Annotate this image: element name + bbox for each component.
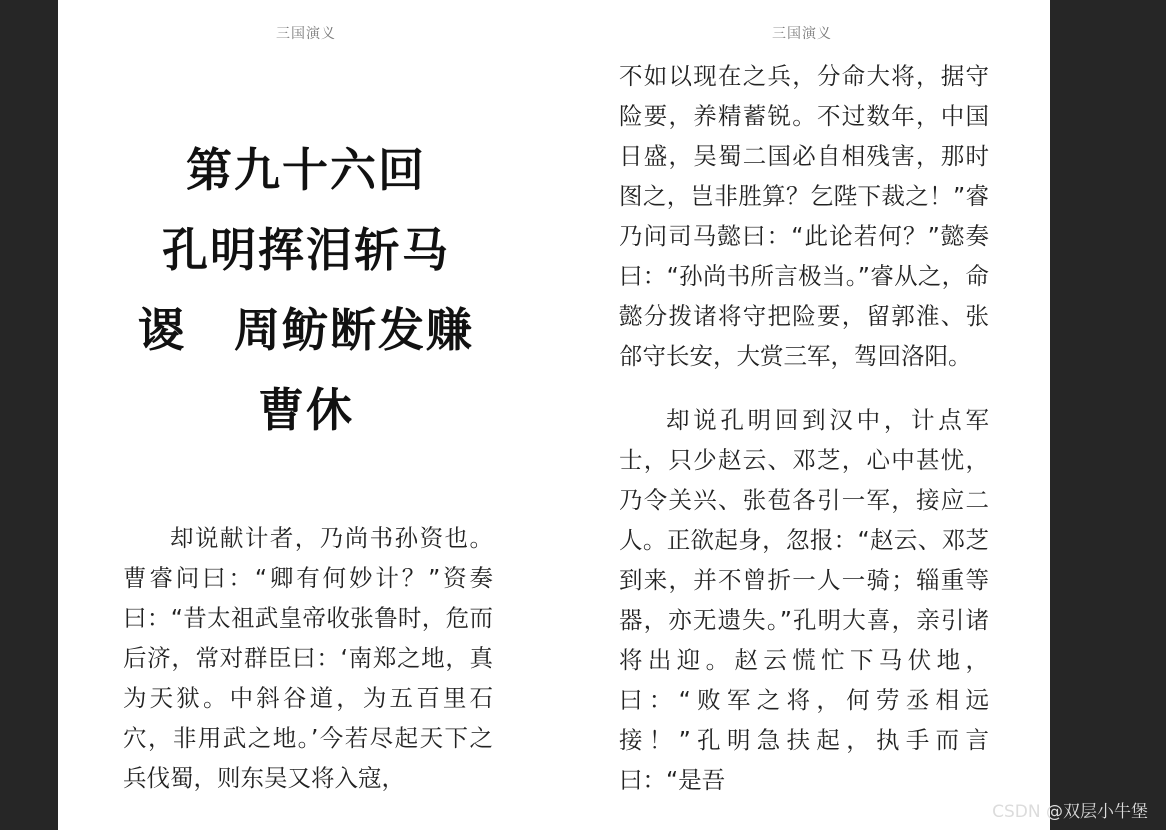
right-page[interactable] — [554, 0, 1050, 830]
book-title-header: 三国演义 — [772, 26, 832, 42]
chapter-title-line: 孔明挥泪斩马 — [162, 223, 450, 277]
left-page-body — [123, 518, 493, 798]
left-page[interactable] — [58, 0, 554, 830]
right-page-body — [619, 56, 989, 800]
chapter-title-line: 曹休 — [258, 383, 354, 437]
book-title-header: 三国演义 — [276, 26, 336, 42]
paragraph: 却说孔明回到汉中，计点军士，只少赵云、邓芝，心中甚忧，乃令关兴、张苞各引一军，接应二人。正欲起身，忽报：“赵云、邓芝到来，并不曾折一人一骑；辎重等器，亦无遗失。”孔明大喜，亲引诸将出迎。赵云慌忙下马伏地，曰：“败军之将，何劳丞相远接！”孔明急扶起，执手而言曰：“是吾 — [619, 406, 989, 794]
paragraph: 却说献计者，乃尚书孙资也。曹睿问曰：“卿有何妙计？”资奏曰：“昔太祖武皇帝收张鲁时，危而后济，常对群臣曰：‘南郑之地，真为天狱。中斜谷道，为五百里石穴，非用武之地。’今若尽起天下之兵伐蜀，则东吴又将入寇， — [123, 524, 493, 792]
paragraph: 不如以现在之兵，分命大将，据守险要，养精蓄锐。不过数年，中国日盛，吴蜀二国必自相残害，那时图之，岂非胜算？乞陛下裁之！”睿乃问司马懿曰：“此论若何？”懿奏曰：“孙尚书所言极当。”睿从之，命懿分拨诸将守把险要，留郭淮、张郃守长安，大赏三军，驾回洛阳。 — [619, 62, 989, 370]
chapter-title — [118, 130, 494, 450]
watermark: CSDN @双层小牛堡 — [992, 802, 1148, 822]
chapter-title-line: 第九十六回 — [186, 143, 426, 197]
chapter-title-line: 谡 周鲂断发赚 — [138, 303, 474, 357]
